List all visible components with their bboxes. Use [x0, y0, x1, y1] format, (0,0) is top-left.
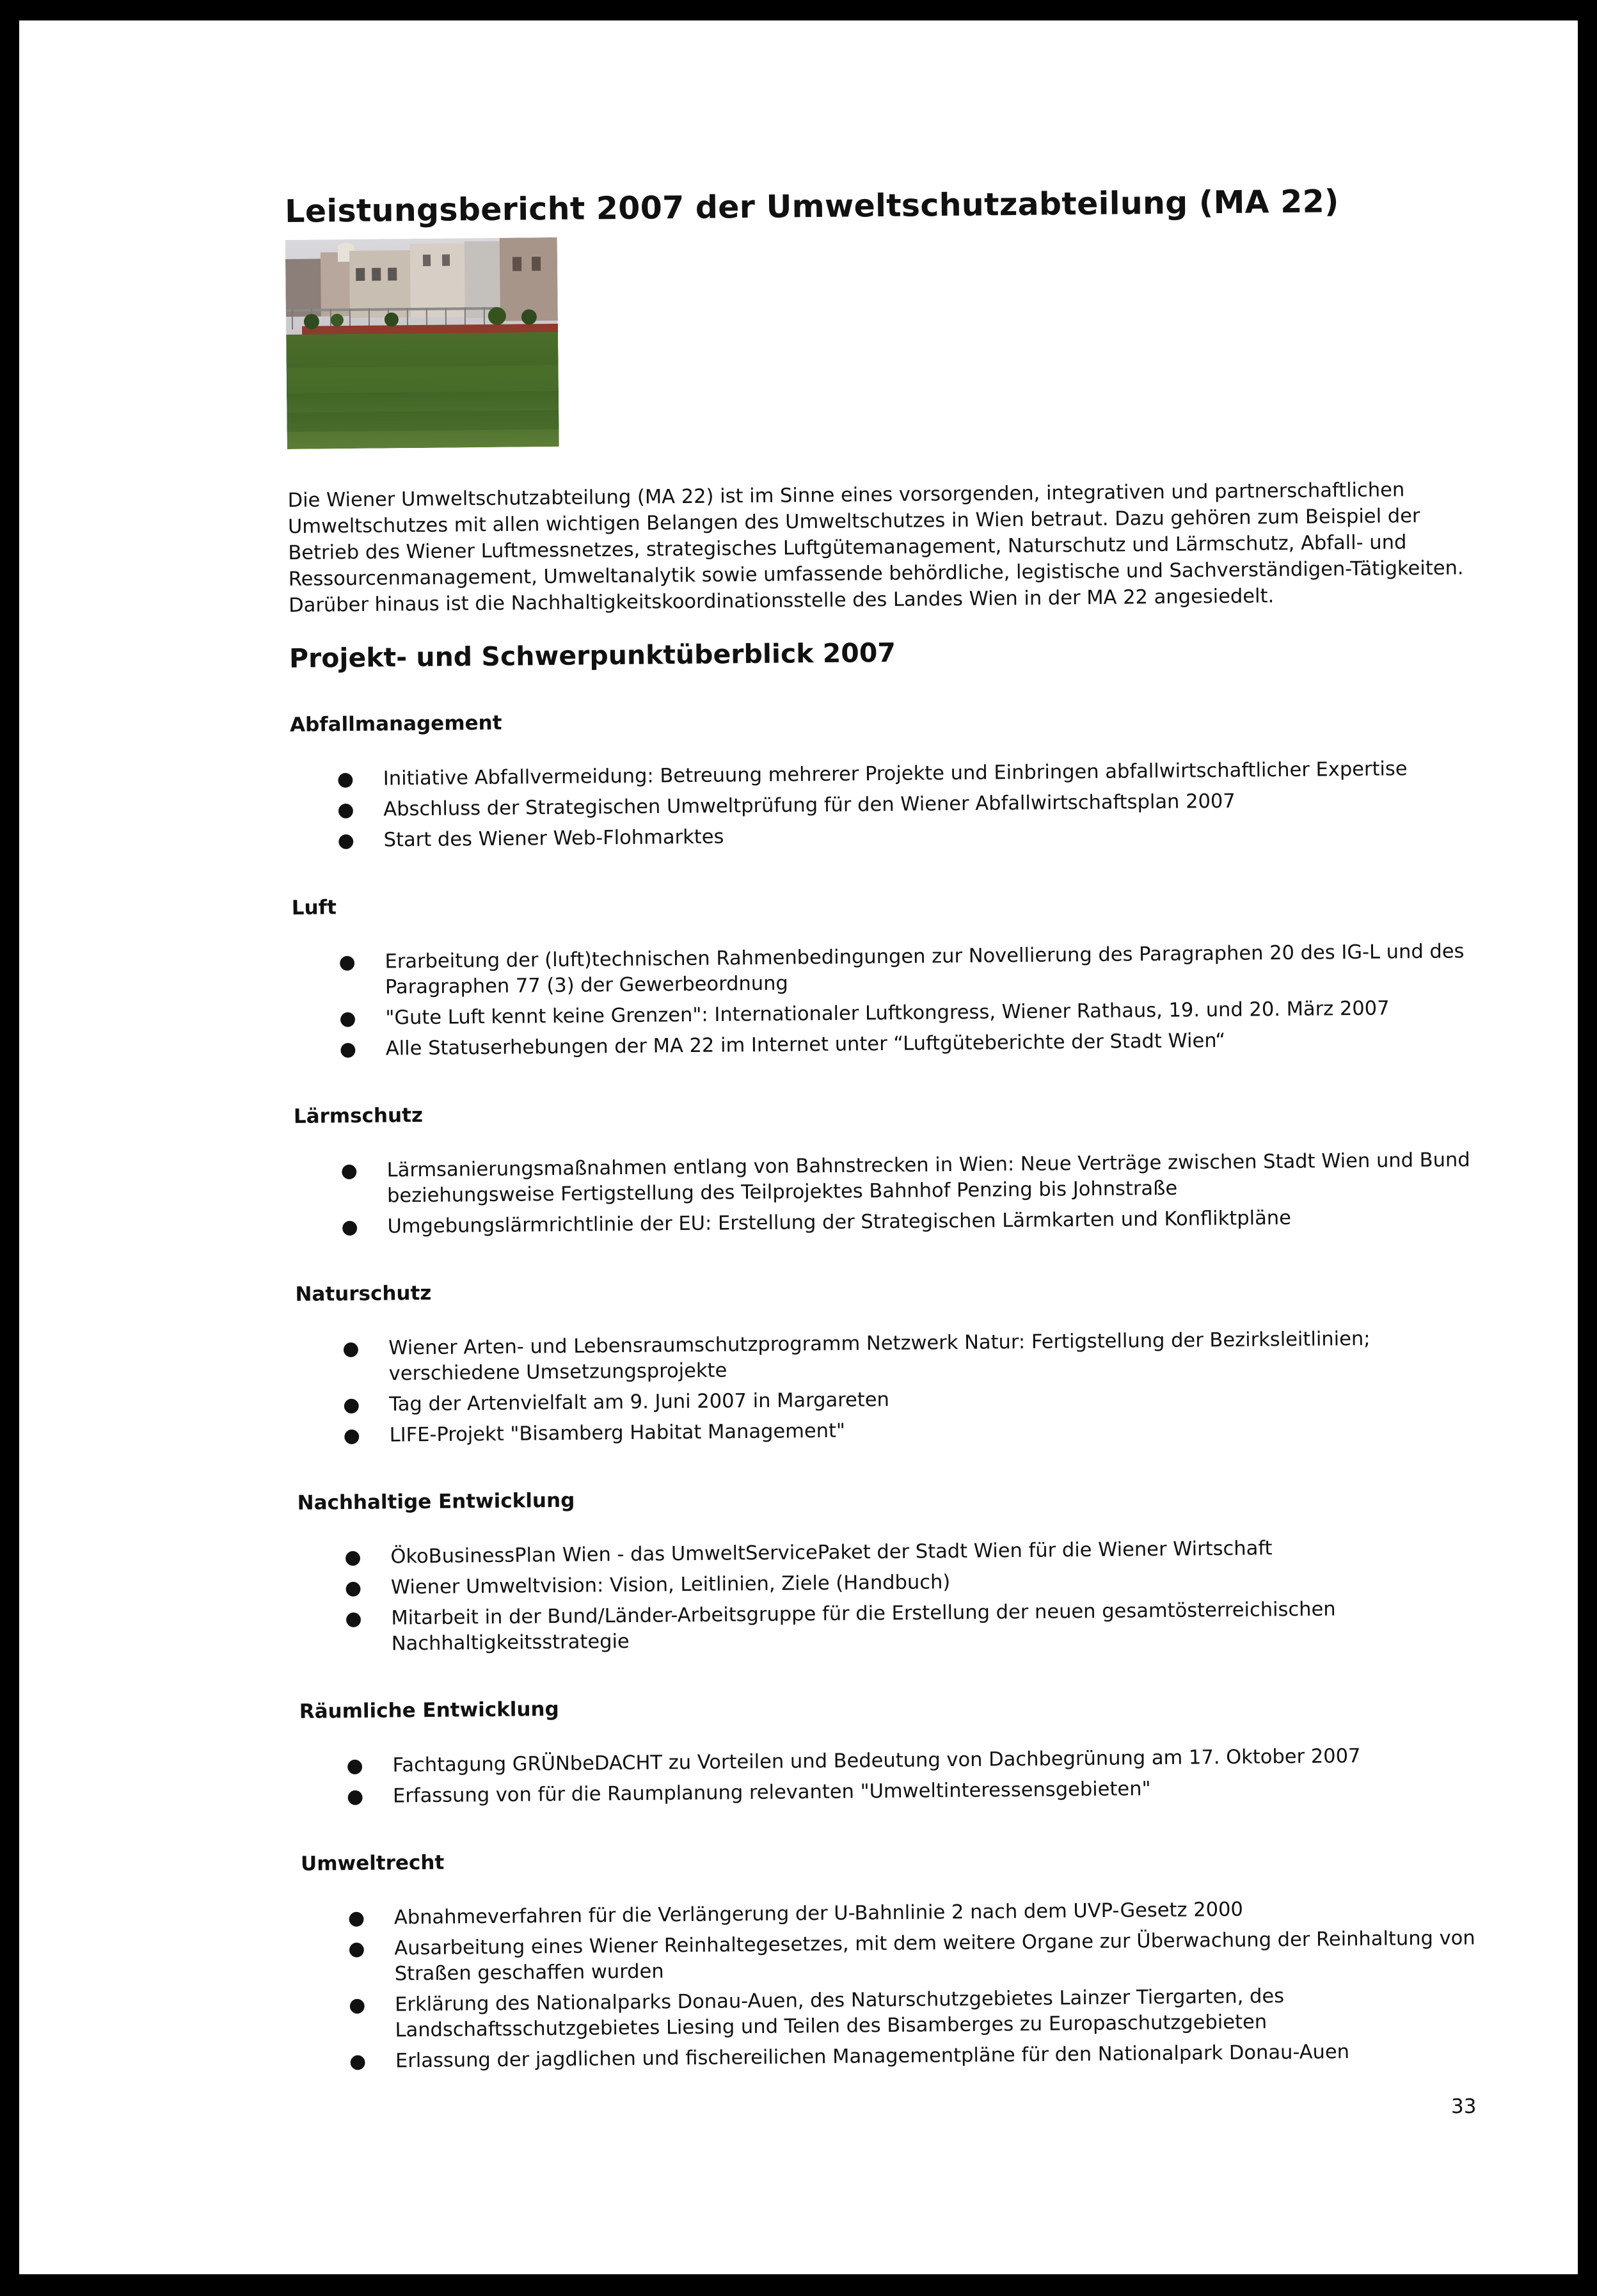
list-luft — [292, 939, 1496, 1063]
section-heading-nachhaltige-entwicklung: Nachhaltige Entwicklung — [297, 1488, 575, 1515]
overview-heading: Projekt- und Schwerpunktüberblick 2007 — [289, 637, 896, 674]
bullet-icon: ● — [346, 1754, 363, 1778]
section-heading-abfallmanagement: Abfallmanagement — [289, 711, 502, 737]
bullet-icon: ● — [344, 1545, 362, 1569]
bullet-icon: ● — [337, 829, 355, 852]
bullet-icon: ● — [341, 1215, 358, 1239]
list-umweltrecht — [301, 1895, 1506, 2075]
list-laermschutz — [294, 1147, 1497, 1241]
list-item: ● Tag der Artenvielfalt am 9. Juni 2007 in Margareten — [296, 1382, 1499, 1419]
list-item: ● Ausarbeitung eines Wiener Reinhaltegesetzes, mit dem weitere Organe zur Überwachung der Reinhaltung von Straßen geschaffen wurden — [348, 1927, 1475, 1986]
list-item: ● Wiener Arten- und Lebensraumschutzprogramm Netzwerk Natur: Fertigstellung der Bezirksleitlinien; verschiedene Umsetzungsprojekte — [342, 1327, 1371, 1385]
list-abfallmanagement — [290, 756, 1494, 854]
bullet-icon: ● — [337, 768, 354, 791]
list-item: ● Fachtagung GRÜNbeDACHT zu Vorteilen und Bedeutung von Dachbegrünung am 17. Oktober 2007 — [299, 1742, 1502, 1780]
section-heading-raeumliche-entwicklung: Räumliche Entwicklung — [299, 1697, 559, 1723]
list-item: ● "Gute Luft kennt keine Grenzen": Internationaler Luftkongress, Wiener Rathaus, 19. und 20. März 2007 — [292, 995, 1495, 1032]
page-number: 33 — [1451, 2095, 1477, 2118]
bullet-icon: ● — [346, 1785, 364, 1808]
list-item: ● Start des Wiener Web-Flohmarktes — [291, 817, 1494, 854]
bullet-icon: ● — [345, 1607, 362, 1630]
bullet-icon: ● — [338, 950, 356, 974]
bullet-icon: ● — [347, 1906, 365, 1930]
list-item: ● Abnahmeverfahren für die Verlängerung der U-Bahnlinie 2 nach dem UVP-Gesetz 2000 — [301, 1895, 1504, 1932]
section-heading-laermschutz: Lärmschutz — [293, 1103, 424, 1128]
intro-paragraph: Die Wiener Umweltschutzabteilung (MA 22) ist im Sinne eines vorsorgenden, integrativen und partnerschaftlichen Umweltschutzes mit allen wichtigen Belangen des Umweltschutzes in Wien betraut. Dazu gehören zum Beispiel der Betrieb des Wiener Luftmessnetzes, strategisches Luftgütemanagement, Naturschutz und Lärmschutz, Abfall- und Ressourcenmanagement, Umweltanalytik sowie umfassende behördliche, legistische und Sachverständigen-Tätigkeiten. Darüber hinaus ist die Nachhaltigkeitskoordinationsstelle des Landes Wien in der MA 22 angesiedelt. — [287, 479, 1464, 617]
green-roof-photo — [285, 237, 559, 449]
bullet-icon: ● — [342, 1337, 360, 1360]
list-item: ● ÖkoBusinessPlan Wien - das UmweltServicePaket der Stadt Wien für die Wiener Wirtschaft — [298, 1534, 1500, 1571]
section-heading-luft: Luft — [291, 896, 337, 920]
bullet-icon: ● — [340, 1159, 358, 1183]
section-heading-umweltrecht: Umweltrecht — [300, 1851, 445, 1876]
list-item: ● Erfassung von für die Raumplanung relevanten "Umweltinteressensgebieten" — [300, 1773, 1503, 1810]
list-item: ● Alle Statuserhebungen der MA 22 im Internet unter “Luftgüteberichte der Stadt Wien“ — [293, 1026, 1496, 1063]
page-title: Leistungsbericht 2007 der Umweltschutzabteilung (MA 22) — [285, 183, 1339, 230]
list-item: ● Mitarbeit in der Bund/Länder-Arbeitsgruppe für die Erstellung der neuen gesamtösterreichischen Nachhaltigkeitsstrategie — [345, 1598, 1336, 1655]
bullet-icon: ● — [337, 799, 354, 822]
document-page — [19, 20, 1578, 2274]
list-item: ● Umgebungslärmrichtlinie der EU: Erstellung der Strategischen Lärmkarten und Konfliktpläne — [294, 1204, 1497, 1241]
list-item: ● Erarbeitung der (luft)technischen Rahmenbedingungen zur Novellierung des Paragraphen 20 des IG-L und des Paragraphen 77 (3) der Gewerbeordnung — [338, 940, 1465, 999]
bullet-icon: ● — [343, 1393, 360, 1417]
bullet-icon: ● — [339, 1007, 356, 1030]
list-item: ● Wiener Umweltvision: Vision, Leitlinien, Ziele (Handbuch) — [298, 1565, 1501, 1602]
list-nachhaltige-entwicklung — [298, 1534, 1502, 1658]
bullet-icon: ● — [349, 1993, 366, 2017]
bullet-icon: ● — [339, 1037, 357, 1061]
bullet-icon: ● — [344, 1576, 362, 1600]
list-raeumliche-entwicklung — [299, 1742, 1503, 1810]
bullet-icon: ● — [348, 1937, 365, 1961]
bullet-icon: ● — [349, 2050, 367, 2073]
list-item: ● Lärmsanierungsmaßnahmen entlang von Bahnstrecken in Wien: Neue Verträge zwischen Stadt Wien und Bund beziehungsweise Fertigstellung des Teilprojektes Bahnhof Penzing bis Johnstraße — [340, 1149, 1470, 1208]
list-item: ● Erlassung der jagdlichen und fischereilichen Managementpläne für den Nationalpark Donau-Auen — [303, 2038, 1506, 2075]
page-content — [285, 182, 1506, 2080]
section-heading-naturschutz: Naturschutz — [295, 1281, 432, 1306]
list-item: ● Abschluss der Strategischen Umweltprüfung für den Wiener Abfallwirtschaftsplan 2007 — [290, 786, 1493, 824]
list-item: ● Erklärung des Nationalparks Donau-Auen, des Naturschutzgebietes Lainzer Tiergarten, des Landschaftsschutzgebietes Liesing und Teilen des Bisamberges zu Europaschutzgebieten — [349, 1985, 1285, 2042]
bullet-icon: ● — [343, 1424, 360, 1447]
list-item: ● LIFE-Projekt "Bisamberg Habitat Management" — [296, 1412, 1499, 1449]
list-naturschutz — [296, 1325, 1500, 1449]
list-item: ● Initiative Abfallvermeidung: Betreuung mehrerer Projekte und Einbringen abfallwirtschaftlicher Expertise — [290, 756, 1493, 793]
